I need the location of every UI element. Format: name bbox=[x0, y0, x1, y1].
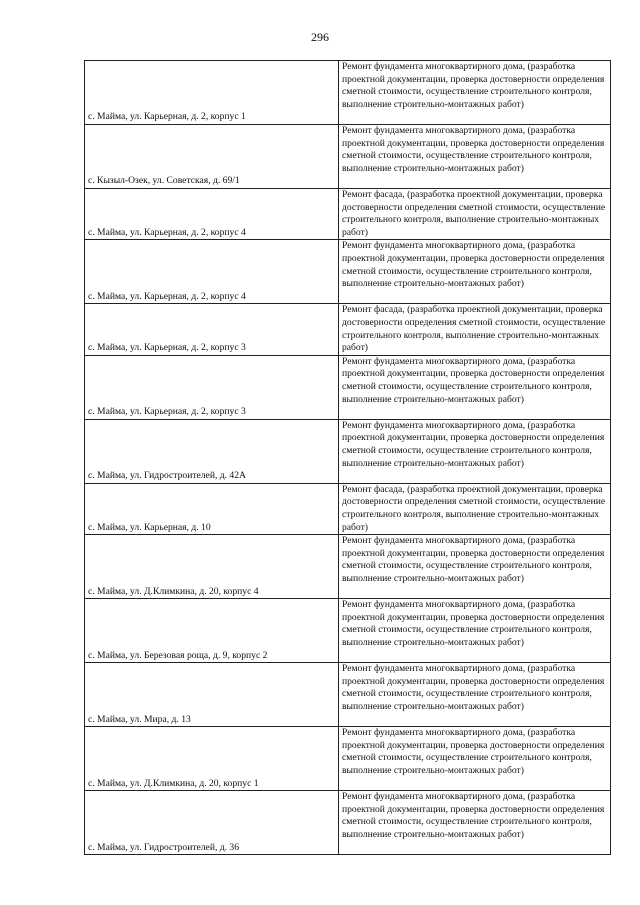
address-cell: с. Майма, ул. Березовая роща, д. 9, корпус 2 bbox=[85, 599, 339, 663]
address-cell: с. Майма, ул. Карьерная, д. 2, корпус 1 bbox=[85, 61, 339, 125]
work-description-cell: Ремонт фундамента многоквартирного дома, (разработка проектной документации, проверка достоверности определения сметной стоимости, осуществление строительного контроля, выполнение строительно-монтажных работ) bbox=[339, 240, 611, 304]
table-row bbox=[85, 355, 611, 419]
work-description-cell: Ремонт фасада, (разработка проектной документации, проверка достоверности определения сметной стоимости, осуществление строительного контроля, выполнение строительно-монтажных работ) bbox=[339, 304, 611, 355]
work-description-cell: Ремонт фундамента многоквартирного дома, (разработка проектной документации, проверка достоверности определения сметной стоимости, осуществление строительного контроля, выполнение строительно-монтажных работ) bbox=[339, 61, 611, 125]
address-cell: с. Майма, ул. Карьерная, д. 2, корпус 3 bbox=[85, 304, 339, 355]
work-description-cell: Ремонт фундамента многоквартирного дома, (разработка проектной документации, проверка достоверности определения сметной стоимости, осуществление строительного контроля, выполнение строительно-монтажных работ) bbox=[339, 663, 611, 727]
address-cell: с. Майма, ул. Мира, д. 13 bbox=[85, 663, 339, 727]
work-description-cell: Ремонт фасада, (разработка проектной документации, проверка достоверности определения сметной стоимости, осуществление строительного контроля, выполнение строительно-монтажных работ) bbox=[339, 483, 611, 534]
address-cell: с. Кызыл-Озек, ул. Советская, д. 69/1 bbox=[85, 125, 339, 189]
address-cell: с. Майма, ул. Карьерная, д. 2, корпус 4 bbox=[85, 240, 339, 304]
work-description-cell: Ремонт фундамента многоквартирного дома, (разработка проектной документации, проверка достоверности определения сметной стоимости, осуществление строительного контроля, выполнение строительно-монтажных работ) bbox=[339, 599, 611, 663]
page-number: 296 bbox=[311, 30, 329, 44]
address-cell: с. Майма, ул. Гидростроителей, д. 36 bbox=[85, 791, 339, 855]
works-table-body bbox=[85, 61, 611, 855]
address-cell: с. Майма, ул. Гидростроителей, д. 42А bbox=[85, 419, 339, 483]
table-row bbox=[85, 240, 611, 304]
address-cell: с. Майма, ул. Карьерная, д. 10 bbox=[85, 483, 339, 534]
works-table bbox=[84, 60, 611, 855]
table-row bbox=[85, 61, 611, 125]
work-description-cell: Ремонт фундамента многоквартирного дома, (разработка проектной документации, проверка достоверности определения сметной стоимости, осуществление строительного контроля, выполнение строительно-монтажных работ) bbox=[339, 419, 611, 483]
address-cell: с. Майма, ул. Карьерная, д. 2, корпус 3 bbox=[85, 355, 339, 419]
table-row bbox=[85, 599, 611, 663]
table-row bbox=[85, 125, 611, 189]
address-cell: с. Майма, ул. Д.Климкина, д. 20, корпус 1 bbox=[85, 727, 339, 791]
work-description-cell: Ремонт фасада, (разработка проектной документации, проверка достоверности определения сметной стоимости, осуществление строительного контроля, выполнение строительно-монтажных работ) bbox=[339, 189, 611, 240]
work-description-cell: Ремонт фундамента многоквартирного дома, (разработка проектной документации, проверка достоверности определения сметной стоимости, осуществление строительного контроля, выполнение строительно-монтажных работ) bbox=[339, 125, 611, 189]
table-row bbox=[85, 189, 611, 240]
work-description-cell: Ремонт фундамента многоквартирного дома, (разработка проектной документации, проверка достоверности определения сметной стоимости, осуществление строительного контроля, выполнение строительно-монтажных работ) bbox=[339, 791, 611, 855]
address-cell: с. Майма, ул. Д.Климкина, д. 20, корпус 4 bbox=[85, 535, 339, 599]
table-row bbox=[85, 791, 611, 855]
table-row bbox=[85, 535, 611, 599]
table-row bbox=[85, 304, 611, 355]
work-description-cell: Ремонт фундамента многоквартирного дома, (разработка проектной документации, проверка достоверности определения сметной стоимости, осуществление строительного контроля, выполнение строительно-монтажных работ) bbox=[339, 355, 611, 419]
table-row bbox=[85, 483, 611, 534]
table-row bbox=[85, 663, 611, 727]
table-row bbox=[85, 419, 611, 483]
address-cell: с. Майма, ул. Карьерная, д. 2, корпус 4 bbox=[85, 189, 339, 240]
work-description-cell: Ремонт фундамента многоквартирного дома, (разработка проектной документации, проверка достоверности определения сметной стоимости, осуществление строительного контроля, выполнение строительно-монтажных работ) bbox=[339, 727, 611, 791]
work-description-cell: Ремонт фундамента многоквартирного дома, (разработка проектной документации, проверка достоверности определения сметной стоимости, осуществление строительного контроля, выполнение строительно-монтажных работ) bbox=[339, 535, 611, 599]
table-row bbox=[85, 727, 611, 791]
